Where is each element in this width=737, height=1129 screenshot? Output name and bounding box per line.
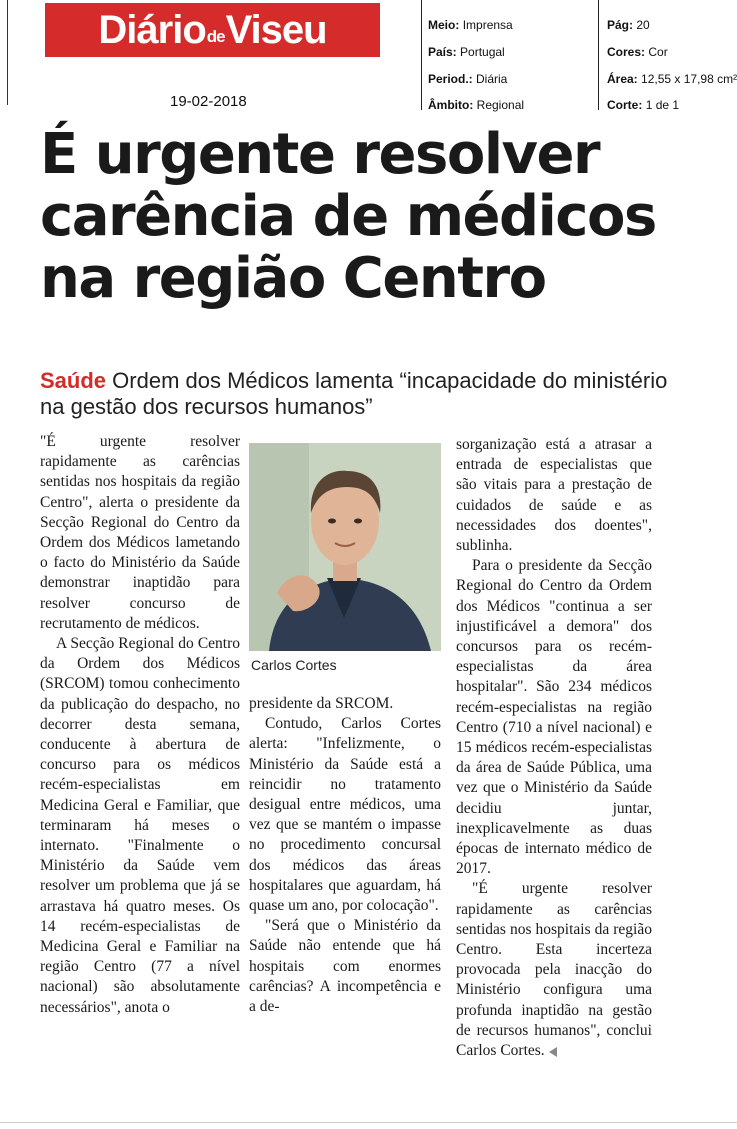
meta-corte-value: 1 de 1: [645, 98, 680, 112]
meta-period-value: Diária: [476, 72, 508, 86]
meta-area-label: Área:: [607, 72, 638, 86]
headline-line-2: carência de médicos: [40, 184, 656, 249]
meta-period: [428, 72, 507, 86]
meta-pag: [607, 18, 650, 32]
paragraph: "É urgente resolver rapidamente as carências sentidas nos hospitais da região Centro", alerta o presidente da Secção Regional do Centro da Ordem dos Médicos lametando o facto do Ministério da Saúde demonstrar inaptidão para resolver concurso de recrutamento de médicos.: [40, 433, 240, 632]
meta-area: [607, 72, 737, 86]
portrait-illustration: [249, 443, 441, 651]
article-column-3: [456, 435, 652, 1061]
meta-ambito-label: Âmbito:: [428, 98, 474, 112]
meta-ambito: [428, 98, 524, 112]
article-column-1: [40, 432, 240, 1018]
subhead-text: Ordem dos Médicos lamenta “incapacidade do ministério na gestão dos recursos humanos”: [40, 368, 668, 419]
logo-word-viseu: Viseu: [225, 8, 327, 52]
paragraph: "Será que o Ministério da Saúde não entende que há hospitais com enormes carências? A incompetência e a de-: [249, 917, 441, 1016]
metadata-divider-left: [421, 0, 422, 110]
meta-cores-value: Cor: [648, 45, 668, 59]
logo-word-diario: Diário: [98, 8, 206, 52]
paragraph: Para o presidente da Secção Regional do Centro da Ordem dos Médicos "continua a ser injustificável a demora" dos concursos para os recém-especialistas da área hospitalar". São 234 médicos recém-especialistas na região Centro (710 a nível nacional) e 15 médicos recém-especialistas da área de Saúde Pública, uma vez que o Ministério da Saúde decidiu juntar, inexplicavelmente as duas épocas de internato médico de 2017.: [456, 557, 652, 878]
meta-period-label: Period.:: [428, 72, 473, 86]
meta-meio-value: Imprensa: [462, 18, 513, 32]
meta-ambito-value: Regional: [476, 98, 525, 112]
portrait-photo: [249, 443, 441, 651]
meta-area-value: 12,55 x 17,98 cm²: [641, 72, 737, 86]
meta-pais-value: Portugal: [460, 45, 505, 59]
article-headline: [40, 124, 720, 310]
photo-caption: Carlos Cortes: [251, 657, 337, 673]
paragraph-final: [456, 879, 652, 1061]
paragraph-final-text: "É urgente resolver rapidamente as carências sentidas nos hospitais da região Centro. Esta incerteza provocada pela inacção do Ministério configura uma profunda inaptidão na gestão de recursos humanos", conclui Carlos Cortes.: [456, 880, 652, 1060]
headline-line-1: É urgente resolver: [40, 122, 600, 187]
article-subhead: [40, 368, 680, 420]
logo-word-de: de: [206, 27, 225, 46]
meta-corte: [607, 98, 679, 112]
paragraph: A Secção Regional do Centro da Ordem dos Médicos (SRCOM) tomou conhecimento da publicação do despacho, no decorrer desta semana, conducente à abertura de concurso para os médicos recém-especialistas em Medicina Geral e Familiar, que terminaram há meses o internato. "Finalmente o Ministério da Saúde vem resolver um problema que já se arrastava há quatro meses. Os 14 recém-especialistas de Medicina Geral e Familiar na região Centro (77 a nível nacional) são absolutamente necessários", anota o: [40, 635, 240, 1016]
headline-line-3: na região Centro: [40, 246, 546, 311]
newspaper-logo: [45, 3, 380, 57]
meta-pag-label: Pág:: [607, 18, 634, 32]
meta-meio-label: Meio:: [428, 18, 460, 32]
page-bottom-rule: [0, 1122, 737, 1123]
left-border-line: [7, 0, 8, 105]
meta-pais: [428, 45, 505, 59]
section-kicker: Saúde: [40, 368, 107, 393]
meta-cores: [607, 45, 668, 59]
meta-cores-label: Cores:: [607, 45, 646, 59]
publication-date: 19-02-2018: [170, 93, 247, 110]
meta-corte-label: Corte:: [607, 98, 643, 112]
meta-pais-label: País:: [428, 45, 457, 59]
metadata-divider-right: [598, 0, 599, 110]
meta-pag-value: 20: [636, 18, 650, 32]
end-of-article-icon: [549, 1047, 557, 1057]
paragraph: sorganização está a atrasar a entrada de especialistas que são vitais para a prestação de cuidados de saúde e as necessidades dos doentes", sublinha.: [456, 436, 652, 555]
paragraph: Contudo, Carlos Cortes alerta: "Infelizmente, o Ministério da Saúde está a reincidir no tratamento desigual entre médicos, uma vez que se mantém o impasse no procedimento concursal dos médicos das áreas hospitalares que aguardam, há quase um ano, por colocação".: [249, 715, 441, 915]
paragraph: presidente da SRCOM.: [249, 695, 394, 712]
meta-meio: [428, 18, 513, 32]
article-column-2: [249, 694, 441, 1017]
